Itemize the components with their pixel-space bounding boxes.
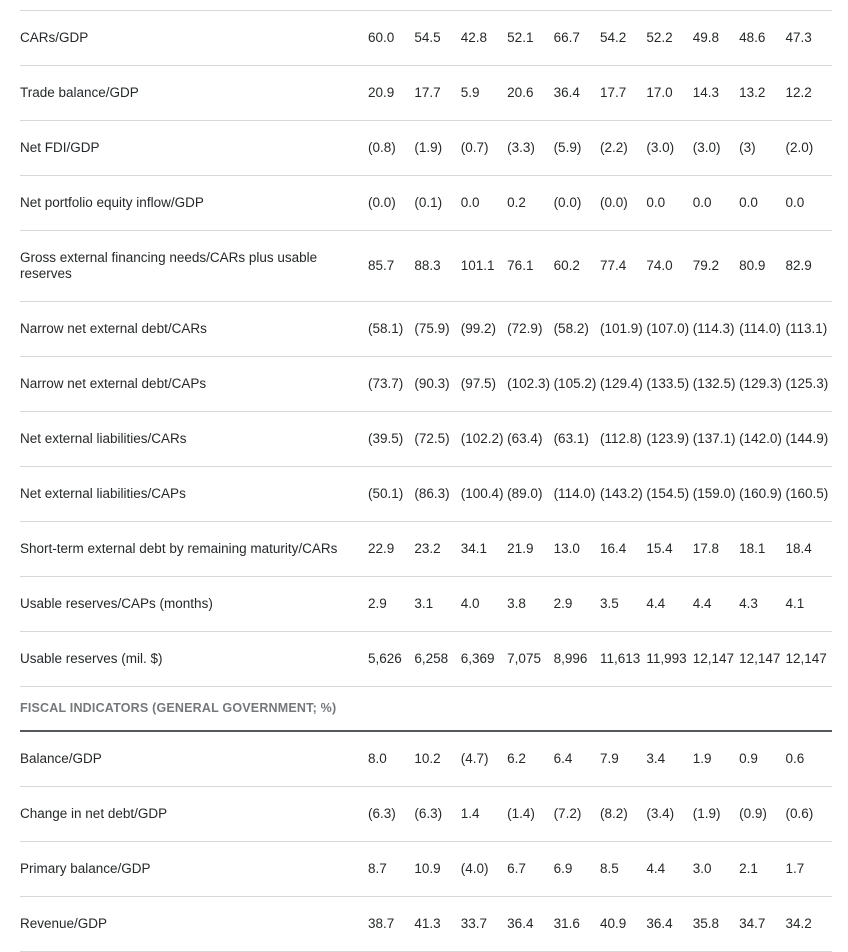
row-value: 17.0	[646, 66, 692, 121]
row-value: 10.9	[414, 842, 460, 897]
row-value: (4.7)	[461, 731, 507, 787]
row-value: (113.1)	[786, 302, 832, 357]
row-value: 54.5	[414, 11, 460, 66]
row-value: (4.0)	[461, 842, 507, 897]
row-value: 4.0	[461, 577, 507, 632]
row-value: 85.7	[368, 231, 414, 302]
row-value: (0.0)	[368, 176, 414, 231]
row-value: 0.0	[461, 176, 507, 231]
row-value: 17.7	[600, 66, 646, 121]
row-label: Net portfolio equity inflow/GDP	[20, 176, 368, 231]
row-value: (101.9)	[600, 302, 646, 357]
row-value: 52.1	[507, 11, 553, 66]
row-value: 1.4	[461, 787, 507, 842]
row-value: 0.0	[786, 176, 832, 231]
row-value: (2.0)	[786, 121, 832, 176]
row-value: (0.8)	[368, 121, 414, 176]
row-value: 3.0	[693, 842, 739, 897]
row-value: (123.9)	[646, 412, 692, 467]
row-value: (154.5)	[646, 467, 692, 522]
row-value: 13.2	[739, 66, 785, 121]
row-value: 7.9	[600, 731, 646, 787]
row-value: (73.7)	[368, 357, 414, 412]
table-row	[20, 121, 832, 176]
row-value: (144.9)	[786, 412, 832, 467]
table-row	[20, 467, 832, 522]
row-value: 17.7	[414, 66, 460, 121]
row-value: (129.4)	[600, 357, 646, 412]
table-row	[20, 731, 832, 787]
row-label: Change in net debt/GDP	[20, 787, 368, 842]
row-value: (1.4)	[507, 787, 553, 842]
row-value: 79.2	[693, 231, 739, 302]
row-value: (39.5)	[368, 412, 414, 467]
row-value: 60.2	[554, 231, 600, 302]
row-value: (3.4)	[646, 787, 692, 842]
row-value: 34.2	[786, 897, 832, 952]
row-value: (102.3)	[507, 357, 553, 412]
row-value: (90.3)	[414, 357, 460, 412]
row-value: 36.4	[646, 897, 692, 952]
row-value: (0.0)	[554, 176, 600, 231]
row-value: 8.5	[600, 842, 646, 897]
row-value: (89.0)	[507, 467, 553, 522]
row-value: 101.1	[461, 231, 507, 302]
row-value: 6,258	[414, 632, 460, 687]
table-row	[20, 897, 832, 952]
row-value: 76.1	[507, 231, 553, 302]
row-value: (160.5)	[786, 467, 832, 522]
row-label: Net external liabilities/CAPs	[20, 467, 368, 522]
row-value: (72.9)	[507, 302, 553, 357]
row-label: Balance/GDP	[20, 731, 368, 787]
row-value: (137.1)	[693, 412, 739, 467]
row-value: 35.8	[693, 897, 739, 952]
row-value: (112.8)	[600, 412, 646, 467]
row-value: 6.9	[554, 842, 600, 897]
row-value: 8,996	[554, 632, 600, 687]
table-row	[20, 412, 832, 467]
row-value: (58.2)	[554, 302, 600, 357]
row-value: 23.2	[414, 522, 460, 577]
row-value: 8.7	[368, 842, 414, 897]
row-value: (100.4)	[461, 467, 507, 522]
row-value: 12,147	[786, 632, 832, 687]
table-row	[20, 522, 832, 577]
table-row	[20, 302, 832, 357]
row-value: (114.0)	[739, 302, 785, 357]
row-label: Net FDI/GDP	[20, 121, 368, 176]
row-value: (0.0)	[600, 176, 646, 231]
table-row	[20, 176, 832, 231]
row-label: Narrow net external debt/CARs	[20, 302, 368, 357]
row-value: 12.2	[786, 66, 832, 121]
row-value: 4.4	[646, 842, 692, 897]
row-value: 6,369	[461, 632, 507, 687]
row-label: Gross external financing needs/CARs plus usable reserves	[20, 231, 368, 302]
table-row	[20, 231, 832, 302]
row-value: (142.0)	[739, 412, 785, 467]
table-body	[20, 11, 832, 952]
row-value: 4.1	[786, 577, 832, 632]
row-value: (114.0)	[554, 467, 600, 522]
row-value: 66.7	[554, 11, 600, 66]
row-value: (0.7)	[461, 121, 507, 176]
row-label: Short-term external debt by remaining maturity/CARs	[20, 522, 368, 577]
row-value: 21.9	[507, 522, 553, 577]
row-value: (159.0)	[693, 467, 739, 522]
row-value: 4.4	[693, 577, 739, 632]
section-header-row	[20, 687, 832, 732]
row-value: 74.0	[646, 231, 692, 302]
row-label: Net external liabilities/CARs	[20, 412, 368, 467]
row-value: 10.2	[414, 731, 460, 787]
row-value: 80.9	[739, 231, 785, 302]
row-value: (102.2)	[461, 412, 507, 467]
row-value: 5,626	[368, 632, 414, 687]
row-value: (1.9)	[414, 121, 460, 176]
row-value: 47.3	[786, 11, 832, 66]
row-value: (58.1)	[368, 302, 414, 357]
row-value: (7.2)	[554, 787, 600, 842]
row-value: 12,147	[693, 632, 739, 687]
row-label: Usable reserves/CAPs (months)	[20, 577, 368, 632]
row-value: (143.2)	[600, 467, 646, 522]
row-value: 20.9	[368, 66, 414, 121]
row-value: 18.4	[786, 522, 832, 577]
row-value: 1.9	[693, 731, 739, 787]
row-value: (0.1)	[414, 176, 460, 231]
row-value: 0.9	[739, 731, 785, 787]
row-label: Trade balance/GDP	[20, 66, 368, 121]
row-value: (0.6)	[786, 787, 832, 842]
row-value: 77.4	[600, 231, 646, 302]
row-value: (160.9)	[739, 467, 785, 522]
row-value: 8.0	[368, 731, 414, 787]
row-label: Narrow net external debt/CAPs	[20, 357, 368, 412]
row-value: 0.6	[786, 731, 832, 787]
row-value: 36.4	[554, 66, 600, 121]
row-value: 49.8	[693, 11, 739, 66]
row-value: (63.1)	[554, 412, 600, 467]
section-header: FISCAL INDICATORS (GENERAL GOVERNMENT; %)	[20, 687, 832, 732]
row-value: 36.4	[507, 897, 553, 952]
indicators-table	[20, 10, 832, 952]
row-value: 7,075	[507, 632, 553, 687]
row-value: 16.4	[600, 522, 646, 577]
row-value: (132.5)	[693, 357, 739, 412]
row-value: (125.3)	[786, 357, 832, 412]
row-value: (3.0)	[646, 121, 692, 176]
row-value: 34.7	[739, 897, 785, 952]
row-value: 34.1	[461, 522, 507, 577]
row-value: 40.9	[600, 897, 646, 952]
table-row	[20, 11, 832, 66]
row-label: Revenue/GDP	[20, 897, 368, 952]
row-value: (3.3)	[507, 121, 553, 176]
row-value: 13.0	[554, 522, 600, 577]
row-value: 12,147	[739, 632, 785, 687]
row-value: 33.7	[461, 897, 507, 952]
row-value: 31.6	[554, 897, 600, 952]
row-value: 2.1	[739, 842, 785, 897]
row-value: 18.1	[739, 522, 785, 577]
row-label: CARs/GDP	[20, 11, 368, 66]
row-value: 14.3	[693, 66, 739, 121]
row-value: (2.2)	[600, 121, 646, 176]
row-value: (3.0)	[693, 121, 739, 176]
row-value: (72.5)	[414, 412, 460, 467]
row-value: 4.3	[739, 577, 785, 632]
row-value: 3.1	[414, 577, 460, 632]
row-value: 52.2	[646, 11, 692, 66]
row-value: 48.6	[739, 11, 785, 66]
table-row	[20, 66, 832, 121]
row-value: (1.9)	[693, 787, 739, 842]
row-value: 60.0	[368, 11, 414, 66]
row-label: Primary balance/GDP	[20, 842, 368, 897]
row-value: 6.7	[507, 842, 553, 897]
row-value: 6.4	[554, 731, 600, 787]
row-value: (86.3)	[414, 467, 460, 522]
row-value: (3)	[739, 121, 785, 176]
row-value: 17.8	[693, 522, 739, 577]
row-label: Usable reserves (mil. $)	[20, 632, 368, 687]
row-value: 3.5	[600, 577, 646, 632]
table-row	[20, 787, 832, 842]
row-value: (0.9)	[739, 787, 785, 842]
row-value: (133.5)	[646, 357, 692, 412]
row-value: 42.8	[461, 11, 507, 66]
table-row	[20, 842, 832, 897]
row-value: 1.7	[786, 842, 832, 897]
row-value: 82.9	[786, 231, 832, 302]
row-value: 2.9	[368, 577, 414, 632]
row-value: 54.2	[600, 11, 646, 66]
row-value: 3.4	[646, 731, 692, 787]
row-value: (6.3)	[414, 787, 460, 842]
row-value: (99.2)	[461, 302, 507, 357]
row-value: (6.3)	[368, 787, 414, 842]
row-value: 3.8	[507, 577, 553, 632]
row-value: 15.4	[646, 522, 692, 577]
row-value: (105.2)	[554, 357, 600, 412]
row-value: (75.9)	[414, 302, 460, 357]
row-value: 2.9	[554, 577, 600, 632]
row-value: 0.0	[646, 176, 692, 231]
row-value: 0.2	[507, 176, 553, 231]
row-value: 6.2	[507, 731, 553, 787]
row-value: 20.6	[507, 66, 553, 121]
row-value: (50.1)	[368, 467, 414, 522]
table-row	[20, 357, 832, 412]
row-value: (5.9)	[554, 121, 600, 176]
row-value: 5.9	[461, 66, 507, 121]
row-value: 38.7	[368, 897, 414, 952]
table-row	[20, 577, 832, 632]
row-value: (8.2)	[600, 787, 646, 842]
row-value: 11,993	[646, 632, 692, 687]
row-value: 0.0	[693, 176, 739, 231]
row-value: 0.0	[739, 176, 785, 231]
table-row	[20, 632, 832, 687]
row-value: (129.3)	[739, 357, 785, 412]
row-value: 22.9	[368, 522, 414, 577]
row-value: (107.0)	[646, 302, 692, 357]
row-value: (114.3)	[693, 302, 739, 357]
row-value: 11,613	[600, 632, 646, 687]
row-value: (97.5)	[461, 357, 507, 412]
row-value: 41.3	[414, 897, 460, 952]
row-value: 4.4	[646, 577, 692, 632]
row-value: 88.3	[414, 231, 460, 302]
row-value: (63.4)	[507, 412, 553, 467]
